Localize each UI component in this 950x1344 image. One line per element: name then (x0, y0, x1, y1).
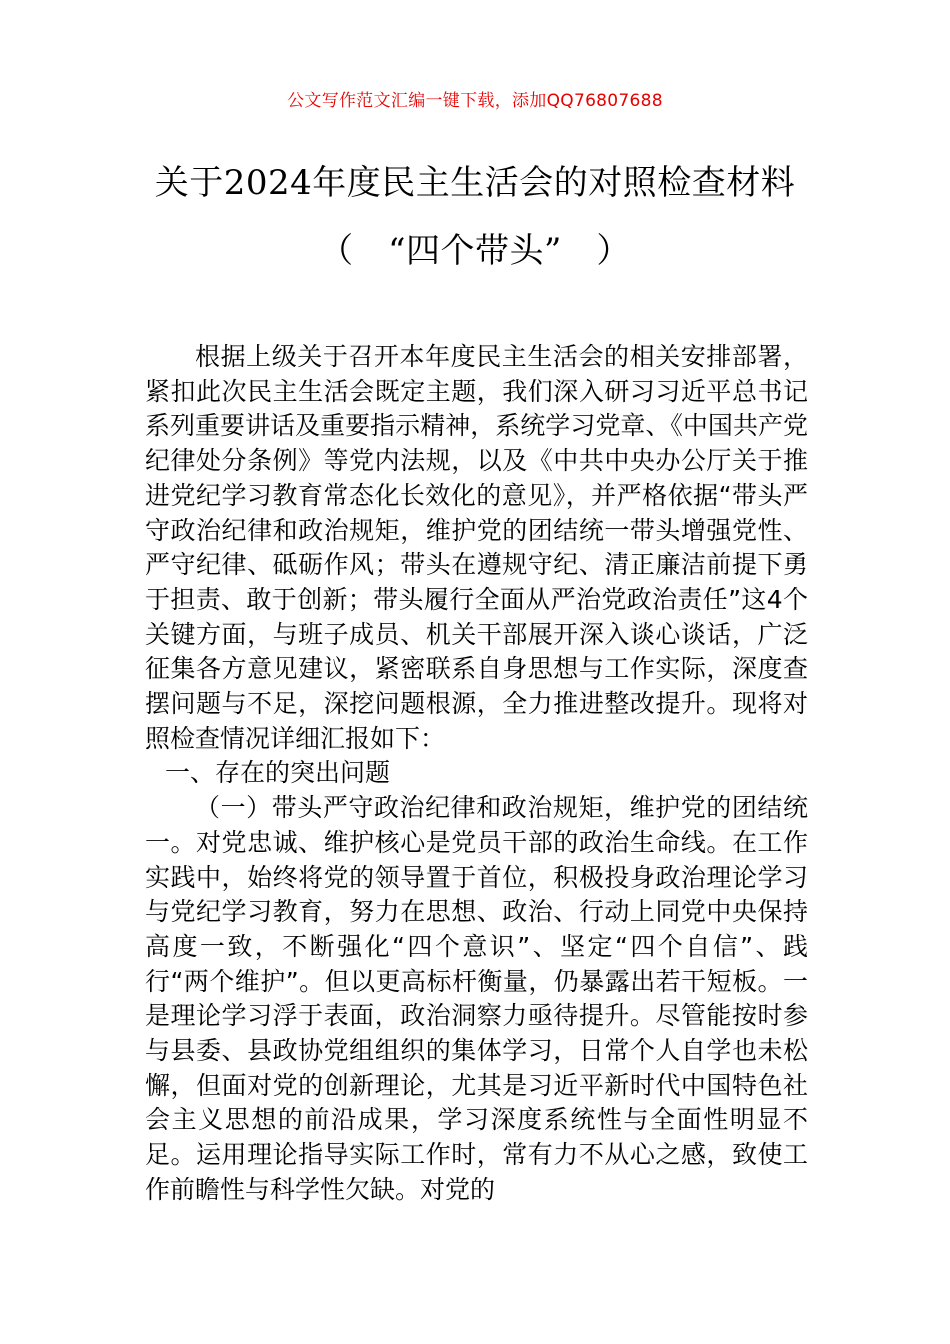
section-heading: 一、存在的突出问题 (165, 758, 391, 788)
section-paragraph: （一）带头严守政治纪律和政治规矩，维护党的团结统一。对党忠诚、维护核心是党员干部的政治生命线。在工作实践中，始终将党的领导置于首位，积极投身政治理论学习与党纪学习教育，努力在思想、政治、行动上同党中央保持高度一致，不断强化“四个意识”、坚定“四个自信”、践行“两个维护”。但以更高标杆衡量，仍暴露出若干短板。一是理论学习浮于表面，政治洞察力亟待提升。尽管能按时参与县委、县政协党组组织的集体学习，日常个人自学也未松懈，但面对党的创新理论，尤其是习近平新时代中国特色社会主义思想的前沿成果，学习深度系统性与全面性明显不足。运用理论指导实际工作时，常有力不从心之感，致使工作前瞻性与科学性欠缺。对党的 (145, 793, 808, 1204)
document-subtitle: （ “四个带头” ） (319, 231, 631, 271)
document-body (145, 340, 808, 1208)
promo-header: 公文写作范文汇编一键下载，添加QQ76807688 (287, 91, 663, 111)
document-title: 关于2024年度民主生活会的对照检查材料 (154, 163, 796, 203)
intro-paragraph: 根据上级关于召开本年度民主生活会的相关安排部署，紧扣此次民主生活会既定主题，我们深入研习习近平总书记系列重要讲话及重要指示精神，系统学习党章、《中国共产党纪律处分条例》等党内法规，以及《中共中央办公厅关于推进党纪学习教育常态化长效化的意见》，并严格依据“带头严守政治纪律和政治规矩，维护党的团结统一带头增强党性、严守纪律、砥砺作风；带头在遵规守纪、清正廉洁前提下勇于担责、敢于创新；带头履行全面从严治党政治责任”这4个关键方面，与班子成员、机关干部展开深入谈心谈话，广泛征集各方意见建议，紧密联系自身思想与工作实际，深度查摆问题与不足，深挖问题根源，全力推进整改提升。现将对照检查情况详细汇报如下： (145, 342, 808, 753)
